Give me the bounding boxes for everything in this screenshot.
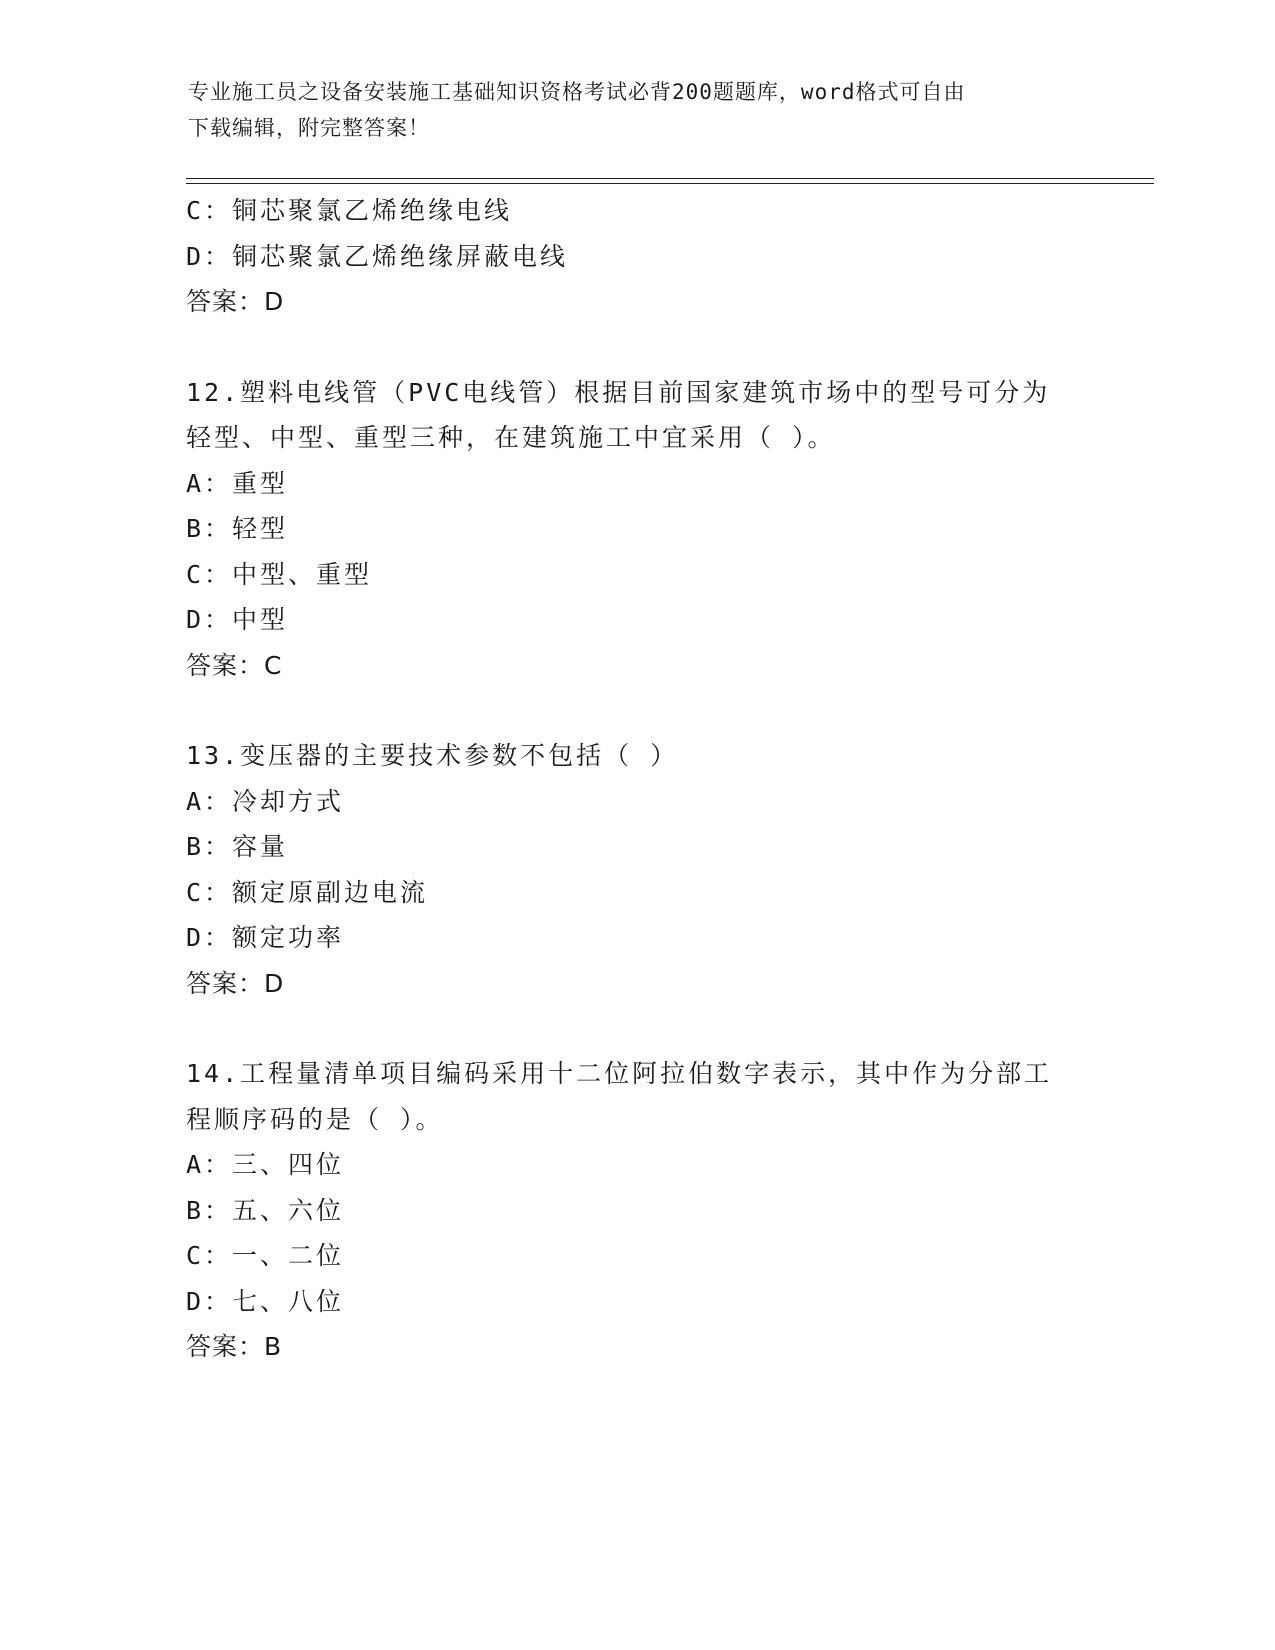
- header-line-2: 下载编辑，附完整答案！: [188, 116, 430, 140]
- question-14: [186, 1051, 1086, 1370]
- question-13: [186, 733, 1086, 1006]
- header-line-1: 专业施工员之设备安装施工基础知识资格考试必背200题题库，word格式可自由: [188, 80, 966, 104]
- document-header: [188, 74, 1068, 146]
- option-c: C：一、二位: [186, 1241, 345, 1270]
- option-c: C：铜芯聚氯乙烯绝缘电线: [186, 196, 513, 225]
- question-text: 程顺序码的是（ ）。: [186, 1104, 444, 1134]
- question-text: 轻型、中型、重型三种，在建筑施工中宜采用（ ）。: [186, 423, 836, 452]
- question-text: 13.变压器的主要技术参数不包括（ ）: [186, 741, 679, 770]
- question-list: [186, 188, 1086, 1370]
- answer-line: 答案：C: [186, 650, 283, 680]
- option-a: A：冷却方式: [186, 786, 345, 816]
- option-b: B：轻型: [186, 514, 289, 543]
- answer-line: 答案：B: [186, 1332, 283, 1361]
- option-d: D：中型: [186, 605, 289, 634]
- answer-line: 答案：D: [186, 287, 285, 316]
- header-rule-top: [186, 178, 1154, 179]
- prev-question-block: [186, 188, 1086, 325]
- header-rule-bottom: [186, 183, 1154, 184]
- question-text: 14.工程量清单项目编码采用十二位阿拉伯数字表示，其中作为分部工: [186, 1059, 1053, 1088]
- question-12: [186, 370, 1086, 689]
- question-text: 12.塑料电线管（PVC电线管）根据目前国家建筑市场中的型号可分为: [186, 377, 1051, 407]
- option-c: C：中型、重型: [186, 559, 373, 589]
- spacer: [186, 325, 1086, 370]
- option-a: A：重型: [186, 468, 289, 498]
- option-d: D：额定功率: [186, 923, 345, 952]
- answer-line: 答案：D: [186, 968, 285, 998]
- option-b: B：容量: [186, 832, 289, 861]
- option-d: D：七、八位: [186, 1286, 345, 1316]
- option-d: D：铜芯聚氯乙烯绝缘屏蔽电线: [186, 241, 569, 271]
- option-a: A：三、四位: [186, 1150, 345, 1179]
- option-c: C：额定原副边电流: [186, 877, 429, 907]
- spacer: [186, 1006, 1086, 1051]
- spacer: [186, 688, 1086, 733]
- option-b: B：五、六位: [186, 1195, 345, 1225]
